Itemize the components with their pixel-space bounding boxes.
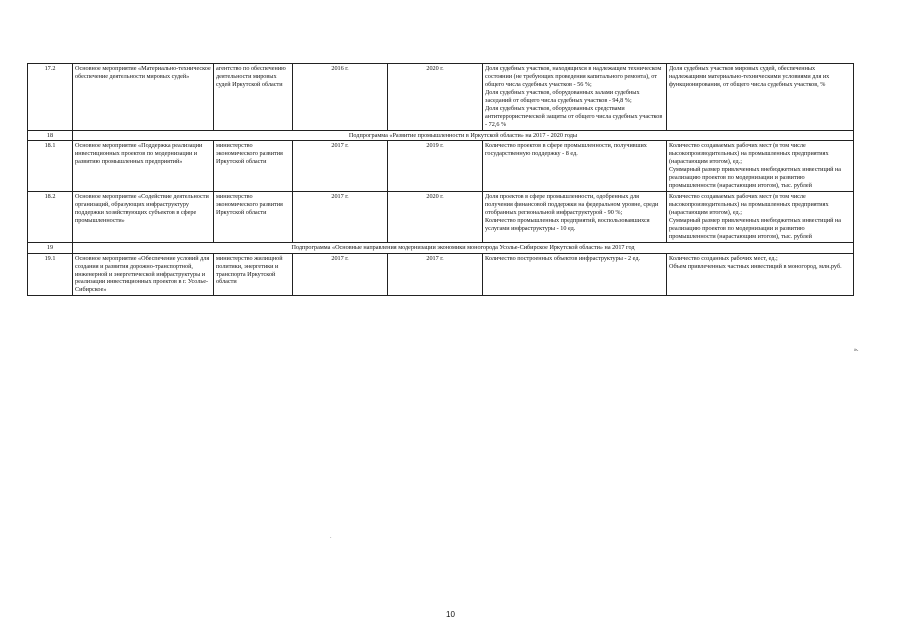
subprogram-row — [28, 242, 854, 253]
indicator-cell: Количество создаваемых рабочих мест (в том числе высокопроизводительных) на промышленных предприятиях (нарастающим итогом), ед.; Суммарный размер привлеченных внебюджетных инвестиций на реализацию проектов по модернизации и развитию промышленности (нарастающим итогом), тыс. рублей — [667, 192, 854, 243]
activity-cell: Основное мероприятие «Содействие деятельности организаций, образующих инфраструктуру поддержки хозяйствующих субъектов в сфере промышленности» — [73, 192, 214, 243]
row-number: 18.2 — [28, 192, 73, 243]
subprogram-title: Подпрограмма «Развитие промышленности в Иркутской области» на 2017 - 2020 годы — [73, 130, 854, 141]
activity-cell: Основное мероприятие «Обеспечение условий для создания и развития дорожно-транспортной, инженерной и энергетической инфраструктуры и реализации инвестиционных проектов в г. Усолье-Сибирское» — [73, 253, 214, 296]
row-number: 19.1 — [28, 253, 73, 296]
activity-cell: Основное мероприятие «Материально-техническое обеспечение деятельности мировых судей» — [73, 64, 214, 131]
end-year-cell: 2017 г. — [388, 253, 483, 296]
indicator-cell: Доля судебных участков мировых судей, обеспеченных надлежащими материально-техническими условиями для их функционирования, от общего числа судебных участков, % — [667, 64, 854, 131]
start-year-cell: 2017 г. — [293, 192, 388, 243]
result-cell: Количество проектов в сфере промышленности, получивших государственную поддержку - 8 ед. — [483, 141, 667, 192]
end-year-cell: 2020 г. — [388, 64, 483, 131]
table-row — [28, 141, 854, 192]
table-row — [28, 253, 854, 296]
start-year-cell: 2017 г. — [293, 141, 388, 192]
indicator-cell: Количество создаваемых рабочих мест (в том числе высокопроизводительных) на промышленных предприятиях (нарастающим итогом), ед.; Суммарный размер привлеченных внебюджетных инвестиций на реализацию проектов по модернизации и развитию промышленности (нарастающим итогом), тыс. рублей — [667, 141, 854, 192]
program-table — [27, 63, 854, 296]
end-year-cell: 2019 г. — [388, 141, 483, 192]
result-cell: Количество построенных объектов инфраструктуры - 2 ед. — [483, 253, 667, 296]
row-number: 19 — [28, 242, 73, 253]
table-row — [28, 192, 854, 243]
row-number: 18.1 — [28, 141, 73, 192]
row-number: 17.2 — [28, 64, 73, 131]
indicator-cell: Количество созданных рабочих мест, ед.; Объем привлеченных частных инвестиций в моногород, млн.руб. — [667, 253, 854, 296]
table-row — [28, 64, 854, 131]
executor-cell: министерство жилищной политики, энергетики и транспорта Иркутской области — [214, 253, 293, 296]
scan-speck: · — [330, 536, 332, 541]
executor-cell: агентство по обеспечению деятельности мировых судей Иркутской области — [214, 64, 293, 131]
executor-cell: министерство экономического развития Иркутской области — [214, 141, 293, 192]
start-year-cell: 2016 г. — [293, 64, 388, 131]
result-cell: Доля проектов в сфере промышленности, одобренных для получения финансовой поддержки на федеральном уровне, среди отобранных региональной инфраструктурой - 90 %; Количество промышленных предприятий, воспользовавшихся услугами инфраструктуры - 10 ед. — [483, 192, 667, 243]
row-number: 18 — [28, 130, 73, 141]
start-year-cell: 2017 г. — [293, 253, 388, 296]
executor-cell: министерство экономического развития Иркутской области — [214, 192, 293, 243]
activity-cell: Основное мероприятие «Поддержка реализации инвестиционных проектов по модернизации и развитию промышленных предприятий» — [73, 141, 214, 192]
page-number: 10 — [446, 610, 455, 619]
subprogram-title: Подпрограмма «Основные направления модернизации экономики моногорода Усолье-Сибирское Иркутской области» на 2017 год — [73, 242, 854, 253]
closing-quote-mark: ». — [854, 347, 859, 353]
end-year-cell: 2020 г. — [388, 192, 483, 243]
subprogram-row — [28, 130, 854, 141]
result-cell: Доля судебных участков, находящихся в надлежащем техническом состоянии (не требующих проведения капитального ремонта), от общего числа судебных участков - 56 %; Доля судебных участков, оборудованных залами судебных заседаний от общего числа судебных участков - 94,8 %; Доля судебных участков, оборудованных средствами антитеррористической защиты от общего числа судебных участков - 72,6 % — [483, 64, 667, 131]
